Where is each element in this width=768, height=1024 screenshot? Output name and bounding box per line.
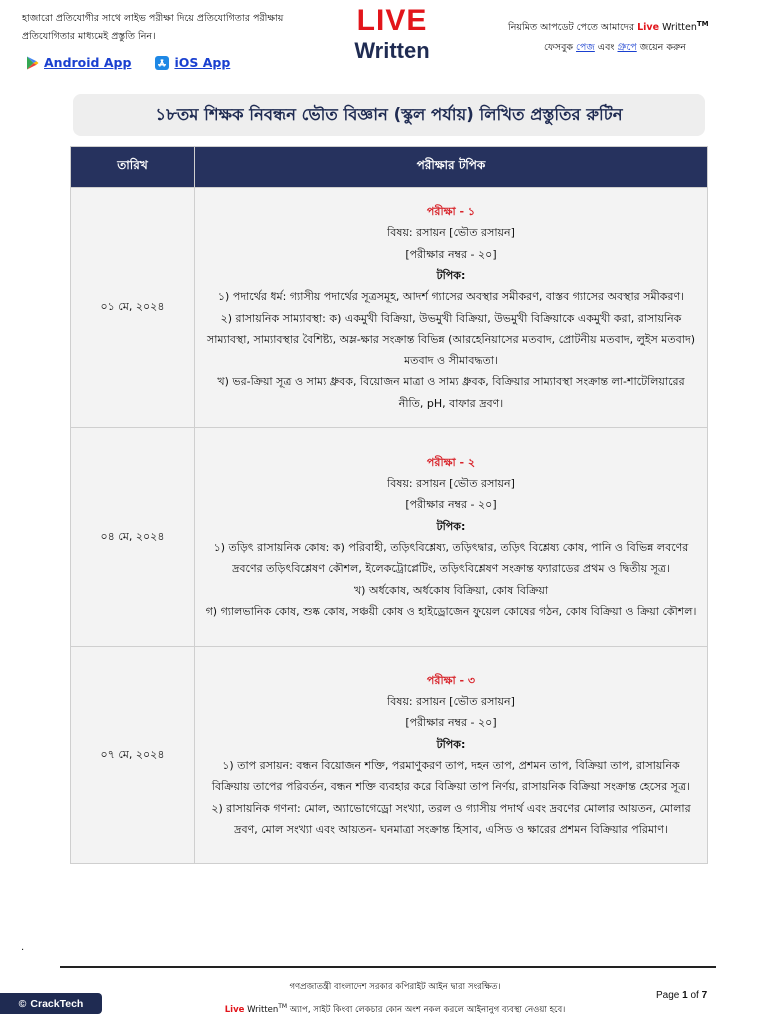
footer-divider: [60, 966, 716, 968]
follow-line1: [508, 14, 709, 38]
ios-app-label: iOS App: [174, 55, 231, 70]
header-date: তারিখ: [71, 147, 195, 188]
live-written-logo: [352, 4, 432, 74]
routine-table: [70, 146, 708, 864]
header-tagline: [22, 10, 283, 46]
topic-item: ২) রাসায়নিক সাম্যাবস্থা: ক) একমুখী বিক্রিয়া, উভমুখী বিক্রিয়া, উভমুখী বিক্রিয়াকে একমুখী করা, রাসায়নিক সাম্যাবস্থা, সাম্যাবস্থার বৈশিষ্ট্য, অম্ল-ক্ষার সংক্রান্ত বিভিন্ন (আরহেনিয়াসের মতবাদ, প্রোটনীয় মতবাদ, লুইস মতবাদ) মতবাদ ও সীমাবদ্ধতা।: [206, 311, 696, 368]
follow-line2-a: ফেসবুক: [544, 42, 577, 54]
row-date: ০৭ মে, ২০২৪: [71, 647, 195, 864]
page-word: Page: [656, 990, 680, 1001]
follow-line2: [508, 38, 709, 58]
row-content: [195, 428, 708, 647]
exam-title: পরীক্ষা - ১: [426, 205, 476, 219]
row-date: ০১ মে, ২০২৪: [71, 188, 195, 428]
stray-dot: .: [21, 942, 25, 953]
topic-item: গ) গ্যালভানিক কোষ, শুষ্ক কোষ, সঞ্চয়ী কোষ ও হাইড্রোজেন ফুয়েল কোষের গঠন, কোষ বিক্রিয়া ও ক্রিয়া কৌশল।: [205, 604, 697, 618]
logo-live-text: LIVE: [356, 4, 428, 37]
ios-app-link[interactable]: [155, 55, 230, 70]
exam-marks: [পরীক্ষার নম্বর - ২০]: [405, 716, 497, 730]
header-tagline-line2: প্রতিযোগিতার মাধ্যমেই প্রস্তুতি নিন।: [22, 31, 156, 42]
logo-written-text: Written: [354, 38, 430, 63]
app-store-icon: [155, 56, 169, 70]
topic-item: ১) তাপ রসায়ন: বন্ধন বিয়োজন শক্তি, পরমাণুকরণ তাপ, দহন তাপ, প্রশমন তাপ, বিক্রিয়া তাপ, রাসায়নিক বিক্রিয়ায় তাপের পরিবর্তন, বন্ধন শক্তি ব্যবহার করে বিক্রিয়া তাপ নির্ণয়, রাসায়নিক বিক্রিয়া সংক্রান্ত হেসের সূত্র।: [211, 759, 691, 794]
copyright-icon: ©: [18, 997, 27, 1010]
row-date: ০৪ মে, ২০২৪: [71, 428, 195, 647]
cracktech-label: CrackTech: [30, 997, 84, 1010]
app-links: [26, 55, 230, 70]
exam-title: পরীক্ষা - ২: [426, 455, 476, 469]
page-current: 1: [682, 990, 688, 1001]
cracktech-badge: [0, 993, 102, 1014]
footer-brand-written: Written: [244, 1004, 279, 1015]
table-row: [71, 647, 708, 864]
page-number: [656, 990, 707, 1001]
exam-marks: [পরীক্ষার নম্বর - ২০]: [405, 247, 497, 261]
header-topic: পরীক্ষার টপিক: [195, 147, 708, 188]
copyright-notice: [160, 978, 630, 1020]
footer-brand-tm: TM: [278, 1003, 288, 1010]
exam-subject: বিষয়: রসায়ন [ভৌত রসায়ন]: [387, 226, 515, 240]
facebook-page-link[interactable]: পেজ: [576, 42, 595, 54]
table-header-row: [71, 147, 708, 188]
google-play-icon: [26, 56, 39, 70]
topic-item: খ) অর্ধকোষ, অর্ধকোষ বিক্রিয়া, কোষ বিক্রিয়া: [353, 583, 549, 597]
copyright-line1: গণপ্রজাতন্ত্রী বাংলাদেশ সরকার কপিরাইট আইন দ্বারা সংরক্ষিত।: [289, 982, 501, 992]
footer-brand-live: Live: [224, 1004, 245, 1015]
brand-tm: TM: [696, 20, 709, 28]
row-content: [195, 647, 708, 864]
topic-item: ১) তড়িৎ রাসায়নিক কোষ: ক) পরিবাহী, তড়িৎবিশ্লেষ্য, তড়িৎদ্বার, তড়িৎ বিশ্লেষ্য কোষ, পানি ও বিভিন্ন লবণের দ্রবণের তড়িৎবিশ্লেষণ কৌশল, ইলেকট্রোপ্লেটিং, তড়িৎবিশ্লেষণ সংক্রান্ত ফ্যারাডের প্রথম ও দ্বিতীয় সূত্র।: [213, 541, 689, 576]
topic-label: টপিক:: [436, 519, 466, 533]
android-app-label: Android App: [44, 55, 132, 70]
copyright-line2: [160, 997, 630, 1020]
brand-written: Written: [659, 22, 697, 34]
table-row: [71, 188, 708, 428]
row-content: [195, 188, 708, 428]
facebook-group-link[interactable]: গ্রুপে: [617, 42, 637, 54]
topic-item: খ) ভর-ক্রিয়া সূত্র ও সাম্য ধ্রুবক, বিয়োজন মাত্রা ও সাম্য ধ্রুবক, বিক্রিয়ার সাম্যাবস্থা সংক্রান্ত লা-শাটেলিয়ারের নীতি, pH, বাফার দ্রবণ।: [217, 375, 685, 410]
topic-item: ১) পদার্থের ধর্ম: গ্যাসীয় পদার্থের সূত্রসমূহ, আদর্শ গ্যাসের অবস্থার সমীকরণ, বাস্তব গ্যাসের অবস্থার সমীকরণ।: [217, 290, 685, 304]
topic-item: ২) রাসায়নিক গণনা: মোল, অ্যাভোগেড্রো সংখ্যা, তরল ও গ্যাসীয় পদার্থ এবং দ্রবণের মোলার আয়তন, মোলার দ্রবণ, মোল সংখ্যা এবং আয়তন- ঘনমাত্রা সংক্রান্ত হিসাব, এসিড ও ক্ষারের প্রশমন বিক্রিয়ার পরিমাণ।: [211, 801, 691, 836]
page-total: 7: [701, 990, 708, 1001]
exam-marks: [পরীক্ষার নম্বর - ২০]: [405, 498, 497, 512]
exam-subject: বিষয়: রসায়ন [ভৌত রসায়ন]: [387, 695, 515, 709]
page-of: of: [690, 990, 699, 1001]
header-follow-note: [508, 14, 709, 58]
topic-label: টপিক:: [436, 268, 466, 282]
exam-subject: বিষয়: রসায়ন [ভৌত রসায়ন]: [387, 477, 515, 491]
topic-label: টপিক:: [436, 737, 466, 751]
brand-live: Live: [637, 22, 660, 34]
copyright-line2-text: অ্যাপ, সাইট কিংবা লেকচার কোন অংশ নকল করলে আইনানুগ ব্যবস্থা নেওয়া হবে।: [287, 1004, 566, 1015]
exam-title: পরীক্ষা - ৩: [426, 673, 476, 687]
android-app-link[interactable]: [26, 55, 131, 70]
page-title: ১৮তম শিক্ষক নিবন্ধন ভৌত বিজ্ঞান (স্কুল পর্যায়) লিখিত প্রস্তুতির রুটিন: [73, 94, 705, 136]
header-tagline-line1: হাজারো প্রতিযোগীর সাথে লাইভ পরীক্ষা দিয়ে প্রতিযোগিতার পরীক্ষায়: [22, 13, 284, 24]
follow-line2-c: জয়েন করুন: [636, 42, 686, 54]
table-row: [71, 428, 708, 647]
follow-line1-text: নিয়মিত আপডেট পেতে আমাদের: [508, 22, 638, 34]
follow-line2-b: এবং: [594, 42, 618, 54]
